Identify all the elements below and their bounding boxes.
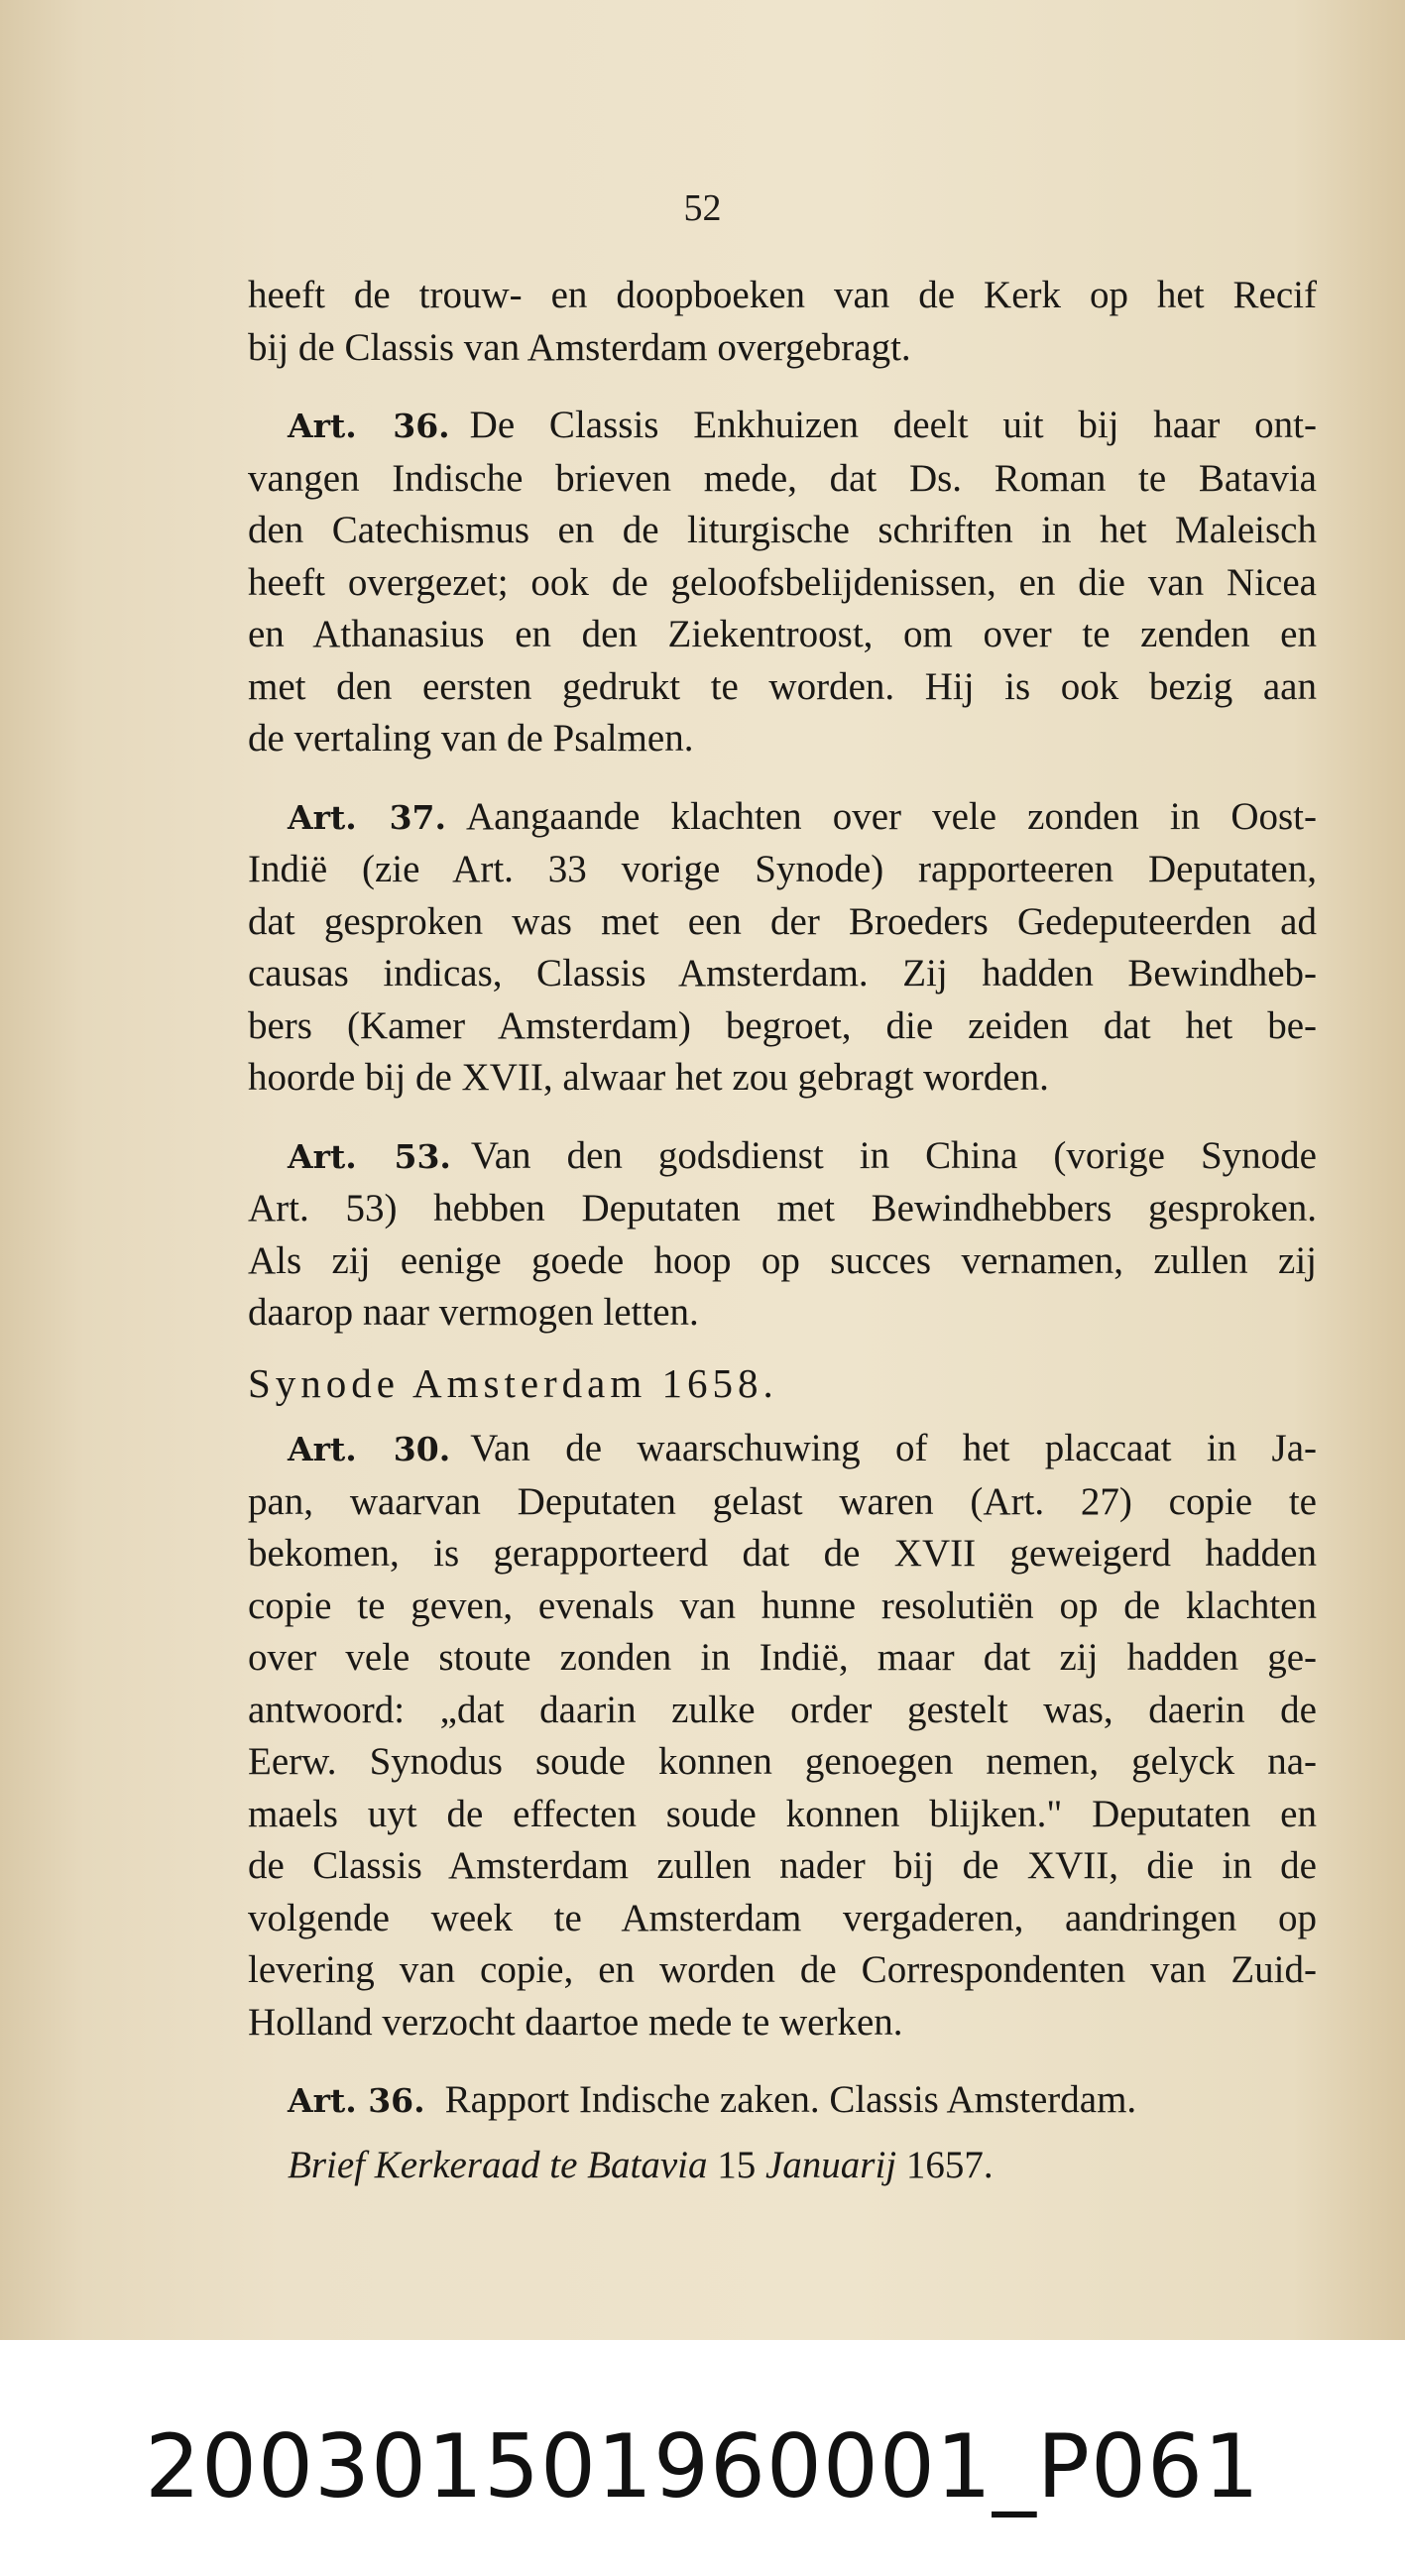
text-line — [248, 505, 1317, 557]
article-number: Art. 53. — [288, 1136, 451, 1176]
line-text: Art. 53) hebben Deputaten met Bewindhebbers gesproken. — [248, 1187, 1317, 1229]
line-text: Als zij eenige goede hoop op succes vernamen, zullen zij — [248, 1238, 1317, 1282]
line-text: causas indicas, Classis Amsterdam. Zij hadden Bewindheb- — [248, 952, 1317, 995]
line-text: met den eersten gedrukt te worden. Hij is ook bezig aan — [248, 664, 1317, 708]
text-line — [248, 1632, 1317, 1685]
text-line — [248, 557, 1317, 610]
line-text: daarop naar vermogen letten. — [248, 1291, 699, 1334]
continuation-paragraph — [248, 270, 1317, 374]
line-text: Aangaande klachten over vele zonden in Oost- — [465, 794, 1317, 838]
line-text: over vele stoute zonden in Indië, maar dat zij hadden ge- — [248, 1636, 1317, 1679]
article-paragraph — [248, 2074, 1317, 2128]
articles-section-1 — [248, 270, 1317, 1340]
line-text: antwoord: „dat daarin zulke order gestelt was, daerin de — [248, 1688, 1317, 1731]
line-text: Rapport Indische zaken. Classis Amsterdam. — [444, 2078, 1137, 2121]
article-number: Art. 36. — [288, 2081, 425, 2120]
citation-line — [248, 2140, 1317, 2192]
text-line — [248, 1685, 1317, 1737]
text-line — [248, 1581, 1317, 1633]
line-text: Indië (zie Art. 33 vorige Synode) rapporteeren Deputaten, — [248, 848, 1317, 890]
text-line — [248, 661, 1317, 714]
text-line — [248, 1789, 1317, 1841]
text-line — [248, 1893, 1317, 1945]
line-text: Eerw. Synodus soude konnen genoegen nemen, gelyck na- — [248, 1740, 1317, 1783]
page-number: 52 — [683, 187, 722, 229]
line-text: volgende week te Amsterdam vergaderen, aandringen op — [248, 1896, 1317, 1939]
text-line — [248, 896, 1317, 949]
article-paragraph — [248, 400, 1317, 765]
line-text: levering van copie, en worden de Correspondenten van Zuid- — [248, 1948, 1317, 1991]
text-line — [248, 2074, 1317, 2128]
line-text: bekomen, is gerapporteerd dat de XVII geweigerd hadden — [248, 1532, 1317, 1575]
text-line — [248, 1997, 1317, 2049]
line-text: maels uyt de effecten soude konnen blijken." Deputaten en — [248, 1792, 1317, 1835]
article-paragraph — [248, 1130, 1317, 1340]
text-line — [248, 1736, 1317, 1789]
line-text: bers (Kamer Amsterdam) begroet, die zeiden dat het be- — [248, 1003, 1317, 1047]
line-text: dat gesproken was met een der Broeders Gedeputeerden ad — [248, 899, 1317, 943]
text-line — [248, 270, 1317, 322]
body-text — [248, 270, 1317, 2191]
line-text: copie te geven, evenals van hunne resolutiën op de klachten — [248, 1583, 1317, 1627]
citation-year: 1657. — [905, 2143, 994, 2186]
text-line — [248, 609, 1317, 661]
text-line — [248, 1130, 1317, 1184]
document-identifier: 200301501960001_P061 — [145, 2415, 1260, 2517]
text-line — [248, 1052, 1317, 1105]
line-text: De Classis Enkhuizen deelt uit bij haar ont- — [469, 404, 1318, 446]
text-line — [248, 1476, 1317, 1529]
text-line — [248, 1423, 1317, 1476]
article-number: Art. 37. — [288, 797, 446, 837]
text-line — [248, 791, 1317, 845]
text-line — [248, 1840, 1317, 1893]
line-text: den Catechismus en de liturgische schriften in het Maleisch — [248, 509, 1317, 551]
line-text: bij de Classis van Amsterdam overgebragt. — [248, 325, 911, 369]
citation-italic: Brief Kerkeraad te Batavia — [288, 2143, 708, 2186]
citation-month: Januarij — [764, 2143, 897, 2186]
line-text: de Classis Amsterdam zullen nader bij de XVII, die in de — [248, 1844, 1317, 1887]
article-number: Art. 36. — [288, 407, 450, 445]
citation-day: 15 — [717, 2143, 757, 2186]
text-line — [248, 1235, 1317, 1288]
text-line — [248, 400, 1317, 453]
text-line — [248, 713, 1317, 765]
line-text: Holland verzocht daartoe mede te werken. — [248, 2000, 903, 2044]
text-line — [248, 1944, 1317, 1997]
text-line — [248, 1183, 1317, 1235]
article-paragraph — [248, 1423, 1317, 2049]
line-text: Van den godsdienst in China (vorige Synode — [470, 1133, 1317, 1177]
text-line — [248, 844, 1317, 896]
article-paragraph — [248, 791, 1317, 1105]
text-line — [248, 322, 1317, 375]
article-number: Art. 30. — [288, 1430, 451, 1468]
text-line — [248, 1287, 1317, 1340]
line-text: Van de waarschuwing of het placcaat in Ja- — [470, 1427, 1317, 1469]
line-text: heeft de trouw- en doopboeken van de Kerk op het Recif — [248, 274, 1317, 316]
section-heading: Synode Amsterdam 1658. — [248, 1359, 778, 1406]
text-line — [248, 1000, 1317, 1053]
line-text: heeft overgezet; ook de geloofsbelijdenissen, en die van Nicea — [248, 560, 1317, 604]
line-text: de vertaling van de Psalmen. — [248, 717, 694, 760]
line-text: vangen Indische brieven mede, dat Ds. Roman te Batavia — [248, 456, 1317, 500]
line-text: hoorde bij de XVII, alwaar het zou gebragt worden. — [248, 1056, 1049, 1099]
text-line — [248, 1528, 1317, 1581]
text-line — [248, 948, 1317, 1000]
line-text: pan, waarvan Deputaten gelast waren (Art. 27) copie te — [248, 1479, 1317, 1523]
text-line — [248, 453, 1317, 506]
line-text: en Athanasius en den Ziekentroost, om over te zenden en — [248, 613, 1317, 655]
articles-section-2 — [248, 1423, 1317, 2128]
